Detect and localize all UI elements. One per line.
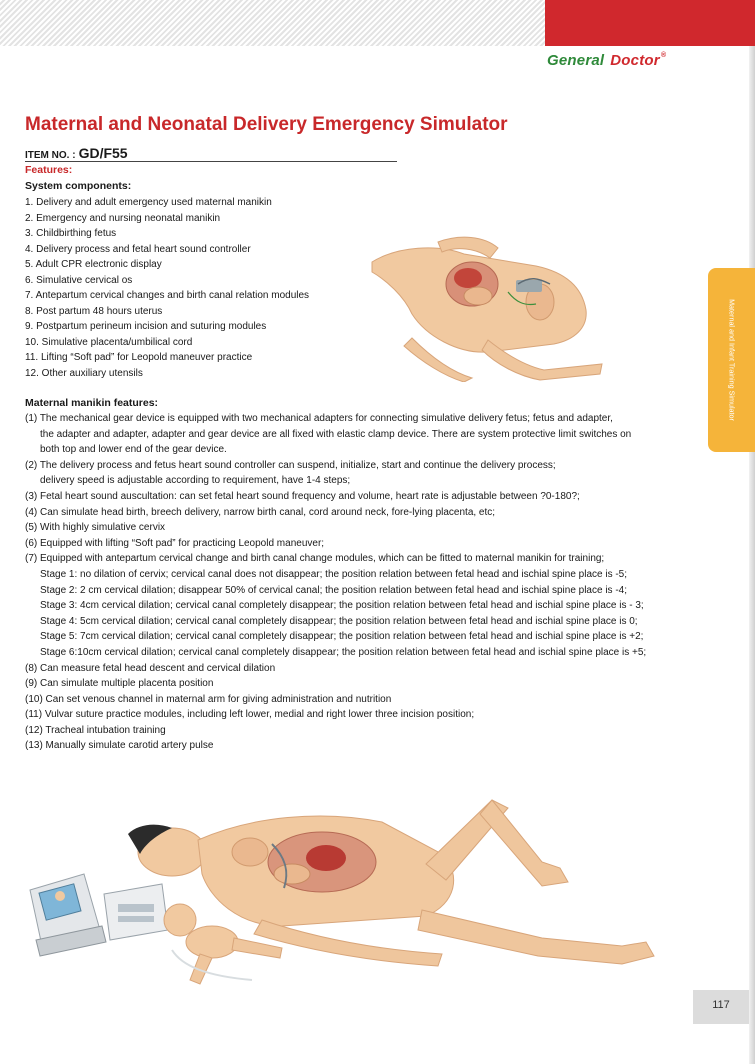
system-components-heading: System components:: [25, 180, 132, 192]
component-item: 7. Antepartum cervical changes and birth canal relation modules: [25, 290, 310, 301]
item-number-label: ITEM NO. :: [25, 150, 76, 161]
feature-line: (2) The delivery process and fetus heart sound controller can suspend, initialize, start and continue the delivery process;: [25, 459, 556, 471]
header-red-block: [545, 0, 755, 46]
page-title: Maternal and Neonatal Delivery Emergency Simulator: [25, 114, 508, 135]
feature-line: (7) Equipped with antepartum cervical change and birth canal change modules, which can be fitted to maternal manikin for training;: [25, 553, 605, 565]
feature-line: (1) The mechanical gear device is equipped with two mechanical adapters for connecting simulative delivery fetus; fetus and adapter,: [25, 413, 613, 424]
stage-line: Stage 2: 2 cm cervical dilation; disappear 50% of cervical canal; the position relation between fetal head and ischial spine place is -4;: [40, 584, 628, 596]
feature-line-continued: the adapter and adapter, adapter and gear device are all fixed with elastic clamp device. There are system protective limit switches on: [40, 428, 632, 440]
component-item: 12. Other auxiliary utensils: [25, 367, 143, 379]
feature-line: (13) Manually simulate carotid artery pulse: [25, 740, 214, 752]
component-item: 1. Delivery and adult emergency used maternal manikin: [25, 197, 272, 208]
feature-line: (9) Can simulate multiple placenta position: [25, 678, 214, 690]
registered-mark: ®: [660, 52, 667, 59]
cpr-display-unit: [30, 874, 106, 956]
feature-line-continued: both top and lower end of the gear device.: [40, 444, 227, 456]
component-item: 4. Delivery process and fetal heart sound controller: [25, 243, 251, 255]
feature-line: (3) Fetal heart sound auscultation: can set fetal heart sound frequency and volume, heart rate is adjustable between ?0-180?;: [25, 490, 580, 502]
page-edge-shadow: [749, 46, 755, 1064]
brand-word-general: General: [547, 52, 605, 69]
feature-line: (12) Tracheal intubation training: [25, 724, 166, 736]
stage-line: Stage 5: 7cm cervical dilation; cervical canal completely disappear; the position relation between fetal head and ischial spine place is +2;: [40, 631, 644, 643]
feature-line: (4) Can simulate head birth, breech delivery, narrow birth canal, cord around neck, fore-lying placenta, etc;: [25, 506, 496, 518]
stage-line: Stage 3: 4cm cervical dilation; cervical canal completely disappear; the position relation between fetal head and ischial spine place is - 3;: [40, 600, 644, 612]
brand-logo: [547, 52, 666, 69]
feature-line: (11) Vulvar suture practice modules, including left lower, medial and right lower three incision position;: [25, 709, 475, 721]
component-item: 11. Lifting “Soft pad” for Leopold maneuver practice: [25, 352, 253, 363]
component-item: 3. Childbirthing fetus: [25, 228, 117, 239]
feature-line-continued: delivery speed is adjustable according to requirement, have 1-4 steps;: [40, 475, 351, 487]
delivery-controller-unit: [104, 884, 168, 940]
stage-line: Stage 1: no dilation of cervix; cervical canal does not disappear; the position relation between fetal head and ischial spine place is -5;: [40, 568, 628, 580]
component-item: 2. Emergency and nursing neonatal manikin: [25, 212, 221, 224]
components-list: [25, 195, 309, 381]
header-stripe-band: [0, 0, 545, 46]
maternal-features-heading: Maternal manikin features:: [25, 397, 159, 409]
feature-line: (10) Can set venous channel in maternal arm for giving administration and nutrition: [25, 693, 392, 705]
section-side-tab: [708, 268, 755, 452]
full-simulator-photo-bottom: [22, 770, 682, 995]
page-number-box: [693, 990, 749, 1024]
brand-word-doctor: Doctor: [610, 52, 660, 69]
component-item: 8. Post partum 48 hours uterus: [25, 305, 163, 317]
feature-line: (8) Can measure fetal head descent and cervical dilation: [25, 662, 276, 674]
page-number: 117: [712, 999, 730, 1011]
feature-line: (5) With highly simulative cervix: [25, 522, 166, 534]
component-item: 5. Adult CPR electronic display: [25, 259, 162, 270]
component-item: 9. Postpartum perineum incision and suturing modules: [25, 321, 267, 332]
maternal-features-list: [25, 411, 675, 754]
feature-line: (6) Equipped with lifting “Soft pad” for practicing Leopold maneuver;: [25, 537, 325, 549]
maternal-manikin-photo-top: [368, 232, 604, 382]
stage-line: Stage 4: 5cm cervical dilation; cervical canal completely disappear; the position relation between fetal head and ischial spine place is 0;: [40, 615, 638, 627]
item-number-value: GD/F55: [78, 145, 128, 161]
features-heading: Features:: [25, 164, 73, 176]
item-number-row: [25, 145, 397, 162]
side-tab-label: Maternal and Infant Training Simulator: [727, 299, 736, 421]
component-item: 10. Simulative placenta/umbilical cord: [25, 336, 193, 348]
component-item: 6. Simulative cervical os: [25, 274, 133, 286]
stage-line: Stage 6:10cm cervical dilation; cervical canal completely disappear; the position relation between fetal head and ischial spine place is +5;: [40, 646, 647, 658]
